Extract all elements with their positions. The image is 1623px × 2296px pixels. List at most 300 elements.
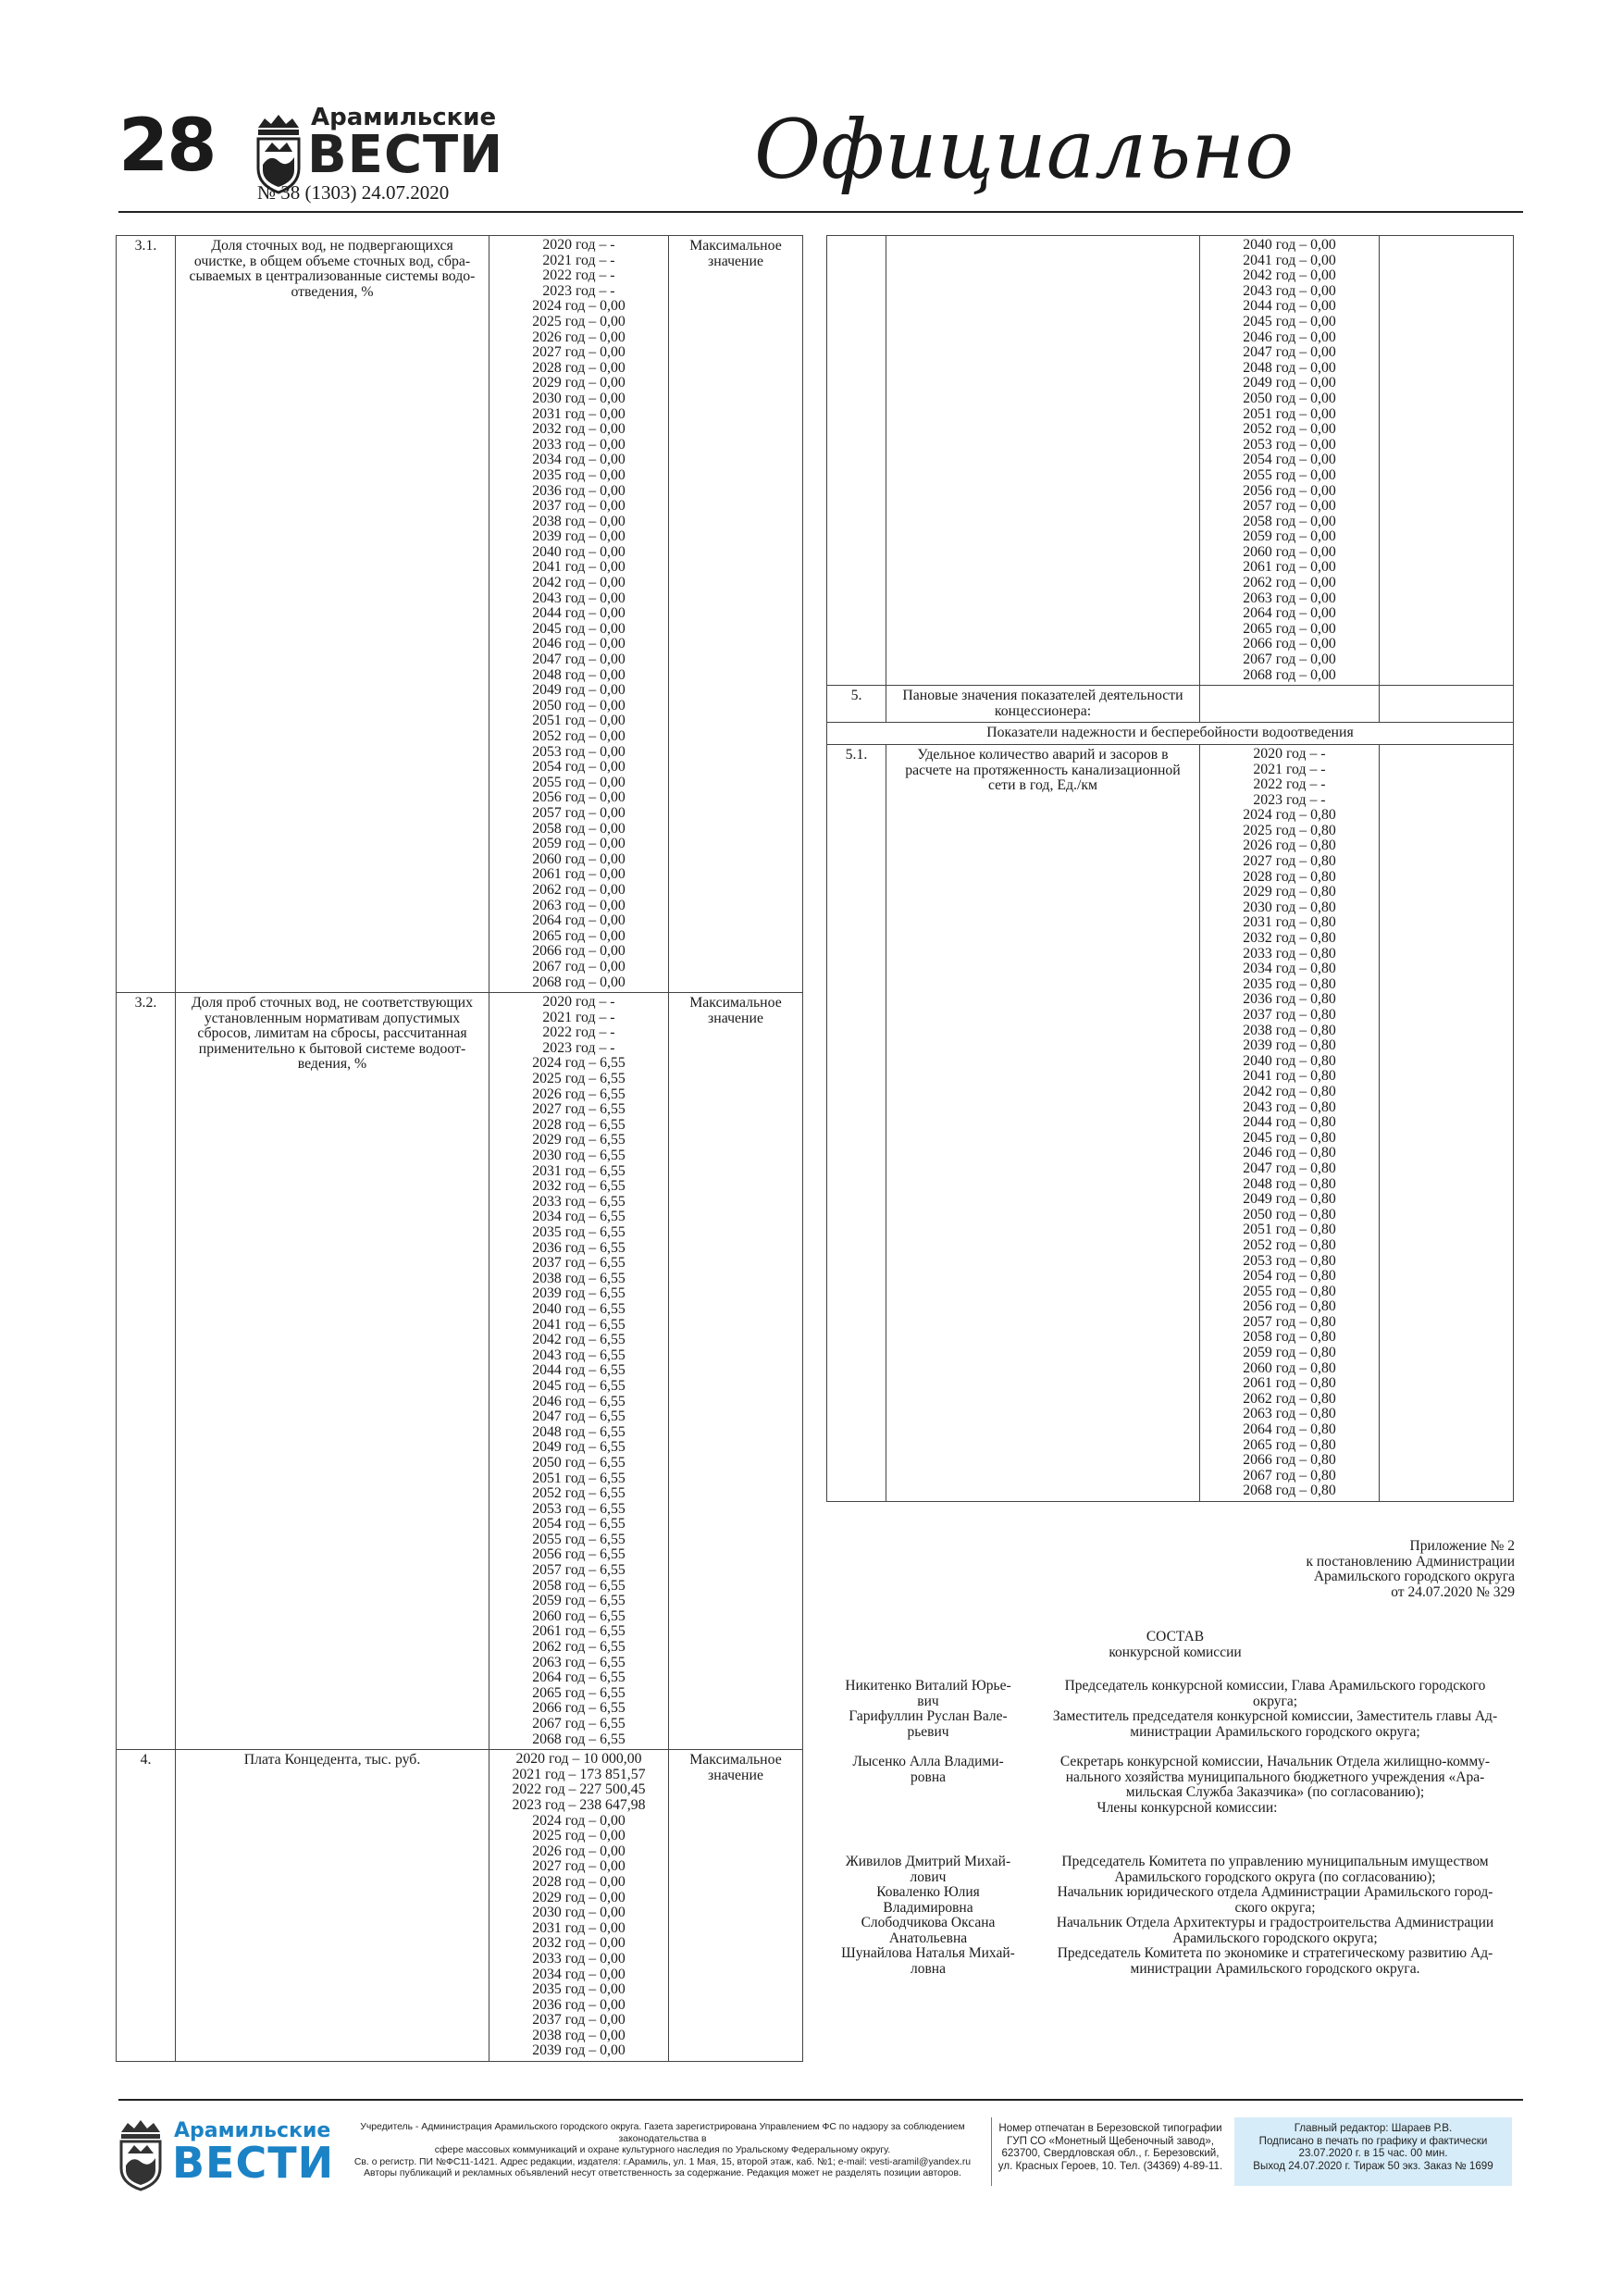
composition-subtitle: конкурсной комиссии [1109,1644,1242,1660]
year-value: 2028 год – 0,00 [532,1873,626,1890]
member-role [1035,1755,1516,1801]
year-value: 2035 год – 0,00 [532,466,626,483]
year-value: 2046 год – 0,00 [1243,329,1336,345]
value-type [669,1750,803,2062]
text-line: Св. о регистр. ПИ №ФС11-1421. Адрес редакции, издателя: г.Арамиль, ул. 1 Мая, 15, второй этаж, каб. №1; e-mail: vesti-aramil@yandex.ru [353,2156,972,2167]
year-value: 2056 год – 0,80 [1243,1298,1336,1315]
year-value: 2068 год – 0,00 [532,974,626,990]
year-value: 2036 год – 0,00 [532,482,626,499]
year-value: 2041 год – 0,00 [1243,252,1336,268]
year-value: 2020 год – - [1253,745,1326,762]
year-value: 2049 год – 0,80 [1243,1191,1336,1208]
text-line: ГУП СО «Монетный Щебеночный завод», [1006,2134,1215,2147]
table-row [117,236,803,993]
member-name [826,1946,1030,1977]
composition-title: СОСТАВ [1146,1629,1205,1644]
text-line: министрации Арамильского городского округа. [1130,1960,1420,1977]
year-value: 2042 год – 6,55 [532,1332,626,1348]
text-line: вич [917,1693,939,1709]
year-value: 2059 год – 0,80 [1243,1345,1336,1361]
year-value: 2025 год – 0,00 [532,1828,626,1844]
issue-info: № 38 (1303) 24.07.2020 [257,181,450,204]
year-value: 2027 год – 0,00 [532,344,626,361]
year-value: 2022 год – - [1253,776,1326,793]
indicator-name [176,993,489,1750]
text-line: от 24.07.2020 № 329 [1391,1583,1515,1600]
year-value: 2058 год – 0,80 [1243,1329,1336,1346]
year-value: 2063 год – 0,00 [1243,590,1336,606]
year-value: 2055 год – 0,00 [1243,466,1336,483]
year-value: 2068 год – 0,80 [1243,1483,1336,1499]
row-number: 3.1. [117,236,176,993]
year-value: 2038 год – 0,00 [532,2027,626,2043]
year-value: 2061 год – 6,55 [532,1623,626,1640]
text-line: очистке, в общем объеме сточных вод, сбра- [193,253,471,269]
year-value: 2052 год – 6,55 [532,1485,626,1502]
coat-of-arms-icon [118,2117,163,2191]
year-value: 2057 год – 0,80 [1243,1313,1336,1330]
year-value: 2041 год – 6,55 [532,1316,626,1333]
table-row [827,236,1514,686]
year-value: 2053 год – 6,55 [532,1500,626,1517]
yearly-values [1200,744,1380,1501]
text-line: округа; [1252,1693,1298,1709]
page-number: 28 [118,105,216,188]
year-value: 2037 год – 0,00 [532,498,626,515]
year-value: 2062 год – 0,80 [1243,1390,1336,1407]
text-line: ровна [911,1769,946,1785]
year-value: 2040 год – 0,80 [1243,1052,1336,1069]
text-line: Лысенко Алла Владими- [852,1754,1004,1769]
table-row [117,1750,803,2062]
year-value: 2029 год – 0,80 [1243,884,1336,900]
year-value: 2048 год – 0,80 [1243,1175,1336,1192]
year-value: 2022 год – - [542,1024,615,1041]
year-value: 2050 год – 6,55 [532,1454,626,1471]
text-line: Заместитель председателя конкурсной комиссии, Заместитель главы Ад- [1052,1708,1498,1724]
year-value: 2067 год – 6,55 [532,1716,626,1731]
text-line: Учредитель - Администрация Арамильского городского округа. Газета зарегистрирована Управлением ФС по надзору за соблюдением законодательства в [360,2122,965,2144]
section-title: Официально [754,102,1295,197]
value-type [669,236,803,993]
year-value: 2062 год – 0,00 [532,881,626,898]
year-value: 2056 год – 0,00 [532,789,626,806]
year-value: 2020 год – - [542,237,615,253]
year-value: 2050 год – 0,00 [1243,390,1336,406]
text-line: нального хозяйства муниципального бюджетного учреждения «Ара- [1065,1769,1485,1785]
year-value: 2033 год – 6,55 [532,1193,626,1210]
year-value: 2031 год – 0,80 [1243,914,1336,931]
year-value: 2021 год – - [542,252,615,268]
year-value: 2056 год – 0,00 [1243,482,1336,499]
year-value: 2053 год – 0,00 [532,743,626,760]
year-value: 2042 год – 0,80 [1243,1083,1336,1099]
text-line: Председатель конкурсной комиссии, Глава Арамильского городского [1064,1678,1486,1694]
year-value: 2063 год – 0,80 [1243,1406,1336,1422]
row-number [827,236,886,686]
year-value: 2059 год – 0,00 [532,836,626,852]
row-number: 5. [827,686,886,723]
year-value: 2036 год – 0,80 [1243,991,1336,1008]
year-value: 2058 год – 0,00 [532,820,626,837]
year-value: 2064 год – 0,80 [1243,1421,1336,1438]
year-value: 2043 год – 6,55 [532,1347,626,1363]
year-value: 2030 год – 0,00 [532,390,626,406]
year-value: 2032 год – 6,55 [532,1178,626,1195]
year-value: 2023 год – - [542,282,615,299]
year-value: 2050 год – 0,80 [1243,1206,1336,1222]
value-type [1380,236,1514,686]
text-line: мильская Служба Заказчика» (по согласованию); [1125,1784,1425,1800]
year-value: 2033 год – 0,00 [532,436,626,453]
year-value: 2023 год – 238 647,98 [512,1796,646,1813]
logo-caption: Арамильские [311,104,497,131]
year-value: 2057 год – 6,55 [532,1562,626,1579]
text-line: применительно к бытовой системе водоот- [198,1040,466,1057]
year-value: 2033 год – 0,00 [532,1950,626,1967]
yearly-values [489,1750,669,2062]
year-value: 2021 год – - [1253,761,1326,777]
year-value: 2025 год – 0,00 [532,313,626,329]
text-line: лович [910,1868,947,1885]
text-line: 623700, Свердловская обл., г. Березовский, [1001,2147,1220,2160]
year-value: 2055 год – 0,80 [1243,1283,1336,1299]
year-value: 2027 год – 6,55 [532,1101,626,1118]
year-value: 2058 год – 0,00 [1243,513,1336,529]
year-value: 2048 год – 0,00 [1243,359,1336,376]
year-value: 2061 год – 0,00 [1243,559,1336,576]
year-value: 2062 год – 6,55 [532,1639,626,1656]
text-line: Максимальное [689,238,782,254]
text-line: ского округа; [1234,1899,1316,1916]
year-value: 2037 год – 6,55 [532,1255,626,1272]
text-line: Плата Концедента, тыс. руб. [243,1752,421,1769]
year-value: 2068 год – 0,00 [1243,666,1336,683]
yearly-values [489,993,669,1750]
indicator-name [176,236,489,993]
year-value: 2034 год – 0,80 [1243,961,1336,977]
indicators-table-right [826,235,1514,1502]
year-value: 2054 год – 6,55 [532,1516,626,1533]
year-value: 2044 год – 0,00 [1243,298,1336,315]
text-line: отведения, % [291,283,374,300]
text-line: Секретарь конкурсной комиссии, Начальник Отдела жилищно-комму- [1059,1754,1491,1769]
year-value: 2043 год – 0,80 [1243,1098,1336,1115]
year-value: 2022 год – - [542,267,615,284]
year-value: 2044 год – 6,55 [532,1362,626,1379]
member-role [1035,1855,1516,1885]
year-value: 2039 год – 0,00 [532,528,626,545]
year-value: 2052 год – 0,80 [1243,1236,1336,1253]
year-value: 2030 год – 0,00 [532,1905,626,1921]
text-line: расчете на протяженность канализационной [905,762,1181,778]
year-value: 2050 год – 0,00 [532,697,626,714]
year-value: 2057 год – 0,00 [532,804,626,821]
year-value: 2030 год – 0,80 [1243,899,1336,915]
member-role [1035,1946,1516,1977]
year-value: 2051 год – 6,55 [532,1470,626,1486]
year-value: 2049 год – 0,00 [1243,375,1336,391]
appendix-reference [1110,1539,1515,1600]
year-value: 2035 год – 0,00 [532,1981,626,1998]
text-line: к постановлению Администрации [1306,1553,1515,1570]
year-value: 2060 год – 6,55 [532,1607,626,1624]
year-value: 2034 год – 6,55 [532,1209,626,1225]
text-line: Приложение № 2 [1409,1538,1515,1554]
year-value: 2065 год – 0,00 [1243,620,1336,637]
year-value: 2024 год – 0,80 [1243,807,1336,824]
year-value: 2042 год – 0,00 [1243,267,1336,284]
year-value: 2060 год – 0,80 [1243,1359,1336,1376]
text-line: Подписано в печать по графику и фактически [1258,2134,1488,2147]
year-value: 2031 год – 6,55 [532,1162,626,1179]
year-value: 2064 год – 0,00 [1243,605,1336,622]
year-value: 2044 год – 0,80 [1243,1114,1336,1131]
text-line: Доля проб сточных вод, не соответствующих [191,995,474,1011]
row-number: 4. [117,1750,176,2062]
year-value: 2032 год – 0,80 [1243,930,1336,947]
year-value: 2055 год – 0,00 [532,774,626,790]
year-value: 2038 год – 0,80 [1243,1022,1336,1038]
year-value: 2032 год – 0,00 [532,1935,626,1952]
footer-divider [118,2099,1523,2101]
year-value: 2053 год – 0,00 [1243,436,1336,453]
text-line: рьевич [907,1723,949,1740]
text-line: Начальник Отдела Архитектуры и градостроительства Администрации [1056,1915,1494,1930]
year-value: 2028 год – 0,80 [1243,868,1336,885]
year-value: 2049 год – 6,55 [532,1439,626,1456]
founder-info [341,2122,985,2180]
year-value: 2030 год – 6,55 [532,1148,626,1164]
year-value: 2051 год – 0,00 [532,713,626,729]
table-row [827,744,1514,1501]
text-line: Номер отпечатан в Березовской типографии [998,2122,1222,2134]
text-line: Председатель Комитета по экономике и стратегическому развитию Ад- [1057,1945,1493,1961]
value-type [669,993,803,1750]
text-line: сфере массовых коммуникаций и охране культурного наследия по Уральскому Федеральному округу. [434,2145,891,2156]
text-line: сети в год, Ед./км [987,777,1098,794]
text-line: Максимальное [689,995,782,1011]
yearly-values [489,236,669,993]
year-value: 2027 год – 0,00 [532,1858,626,1875]
year-value: 2049 год – 0,00 [532,682,626,699]
year-value: 2039 год – 0,80 [1243,1037,1336,1054]
year-value: 2066 год – 6,55 [532,1700,626,1717]
year-value: 2061 год – 0,00 [532,866,626,883]
year-value: 2024 год – 0,00 [532,298,626,315]
year-value: 2026 год – 0,00 [532,329,626,345]
year-value: 2068 год – 6,55 [532,1731,626,1747]
text-line: 23.07.2020 г. в 15 час. 00 мин. [1298,2147,1448,2160]
text-line: Анатольевна [888,1930,968,1946]
year-value: 2041 год – 0,00 [532,559,626,576]
section-header: Показатели надежности и бесперебойности водоотведения [827,723,1514,745]
year-value: 2063 год – 0,00 [532,897,626,913]
printing-info [994,2122,1227,2172]
year-value: 2055 год – 6,55 [532,1531,626,1547]
year-value: 2047 год – 0,00 [532,652,626,668]
text-line: Председатель Комитета по управлению муниципальным имуществом [1061,1854,1489,1869]
year-value: 2060 год – 0,00 [532,850,626,867]
footer-logo [118,2117,335,2191]
year-value: 2023 год – - [1253,791,1326,808]
year-value: 2064 год – 6,55 [532,1669,626,1686]
year-value: 2064 год – 0,00 [532,912,626,929]
indicator-name [886,744,1200,1501]
year-value: 2037 год – 0,00 [532,2012,626,2029]
text-line: Авторы публикаций и рекламных объявлений несут ответственность за содержание. Редакция может не разделять позиции авторов. [364,2168,961,2179]
year-value: 2046 год – 0,00 [532,636,626,652]
year-value: 2045 год – 0,00 [1243,313,1336,329]
year-value: 2028 год – 6,55 [532,1116,626,1133]
member-name [826,1916,1030,1946]
year-value: 2065 год – 0,80 [1243,1436,1336,1453]
yearly-values [1200,236,1380,686]
year-value: 2034 год – 0,00 [532,452,626,468]
year-value: 2048 год – 6,55 [532,1423,626,1440]
year-value: 2039 год – 0,00 [532,2042,626,2059]
header-divider [118,211,1523,213]
text-line: установленным нормативам допустимых [204,1010,461,1026]
year-value: 2061 год – 0,80 [1243,1375,1336,1392]
text-line: Арамильского городского округа [1313,1569,1515,1584]
year-value: 2021 год – 173 851,57 [512,1766,646,1782]
year-value: 2040 год – 0,00 [1243,237,1336,253]
year-value: 2026 год – 0,80 [1243,838,1336,854]
year-value: 2025 год – 0,80 [1243,822,1336,838]
year-value: 2056 год – 6,55 [532,1546,626,1563]
indicator-name [886,686,1200,723]
year-value: 2027 год – 0,80 [1243,853,1336,870]
member-role [1035,1885,1516,1916]
year-value: 2040 год – 6,55 [532,1300,626,1317]
year-value: 2051 год – 0,80 [1243,1222,1336,1238]
year-value: 2039 год – 6,55 [532,1285,626,1302]
year-value: 2026 год – 0,00 [532,1843,626,1859]
composition-heading [1064,1630,1286,1660]
text-line: Владимировна [883,1899,973,1916]
year-value: 2054 год – 0,00 [1243,452,1336,468]
row-number: 5.1. [827,744,886,1501]
year-value: 2066 год – 0,00 [1243,636,1336,652]
year-value: 2059 год – 0,00 [1243,528,1336,545]
year-value: 2062 год – 0,00 [1243,575,1336,591]
year-value: 2024 год – 0,00 [532,1812,626,1829]
year-value: 2023 год – - [542,1039,615,1056]
text-line: значение [708,1767,763,1783]
year-value: 2067 год – 0,00 [532,958,626,974]
table-section-row [827,723,1514,745]
year-value: 2025 год – 6,55 [532,1071,626,1087]
footer-separator [991,2117,992,2186]
text-line: сываемых в централизованные системы водо- [189,268,476,285]
text-line: Живилов Дмитрий Михай- [845,1854,1011,1869]
year-value: 2066 год – 0,80 [1243,1452,1336,1469]
members-heading: Члены конкурсной комиссии: [1096,1800,1278,1816]
year-value: 2057 год – 0,00 [1243,498,1336,515]
year-value: 2045 год – 6,55 [532,1377,626,1394]
text-line: значение [708,1010,763,1026]
year-value: 2058 год – 6,55 [532,1577,626,1594]
text-line: Пановые значения показателей деятельности [902,688,1183,704]
year-value: 2024 год – 6,55 [532,1055,626,1072]
text-line: Начальник юридического отдела Администрации Арамильского город- [1057,1884,1493,1900]
member-name [826,1885,1030,1916]
year-value: 2045 год – 0,00 [532,620,626,637]
member-role [1035,1679,1516,1709]
year-value: 2031 год – 0,00 [532,405,626,422]
year-value: 2059 год – 6,55 [532,1593,626,1609]
member-name [826,1855,1030,1885]
year-value: 2038 год – 6,55 [532,1270,626,1286]
member-role [1035,1709,1516,1740]
year-value: 2042 год – 0,00 [532,575,626,591]
member-role [1035,1916,1516,1946]
year-value: 2026 год – 6,55 [532,1086,626,1102]
year-value: 2032 год – 0,00 [532,421,626,438]
year-value: 2052 год – 0,00 [1243,421,1336,438]
year-value: 2041 год – 0,80 [1243,1068,1336,1085]
text-line: ловна [911,1960,946,1977]
year-value: 2021 год – - [542,1009,615,1025]
editor-info [1234,2122,1512,2172]
year-value: 2067 год – 0,80 [1243,1467,1336,1483]
text-line: Арамильского городского округа; [1172,1930,1378,1946]
year-value: 2035 год – 6,55 [532,1224,626,1240]
text-line: Главный редактор: Шараев Р.В. [1294,2122,1453,2134]
year-value: 2060 год – 0,00 [1243,543,1336,560]
text-line: Выход 24.07.2020 г. Тираж 50 экз. Заказ № 1699 [1253,2159,1493,2172]
text-line: Гарифуллин Руслан Вале- [849,1708,1008,1724]
text-line: Слободчикова Оксана [861,1915,996,1930]
year-value: 2029 год – 0,00 [532,375,626,391]
text-line: министрации Арамильского городского округа; [1130,1723,1420,1740]
logo-title: ВЕСТИ [307,125,504,185]
text-line: значение [708,253,763,269]
text-line: Максимальное [689,1752,782,1769]
year-value: 2065 год – 6,55 [532,1684,626,1701]
indicators-table-left [116,235,803,2062]
year-value: 2065 год – 0,00 [532,927,626,944]
year-value: 2048 год – 0,00 [532,666,626,683]
year-value: 2044 год – 0,00 [532,605,626,622]
footer-logo-title: ВЕСТИ [172,2138,335,2188]
year-value: 2033 год – 0,80 [1243,945,1336,962]
year-value: 2066 год – 0,00 [532,943,626,960]
value-type [1380,744,1514,1501]
year-value: 2020 год – 10 000,00 [515,1751,642,1768]
text-line: Шунайлова Наталья Михай- [841,1945,1015,1961]
member-name [826,1709,1030,1740]
year-value: 2029 год – 6,55 [532,1132,626,1148]
text-line: Арамильского городского округа (по согласованию); [1114,1868,1436,1885]
text-line: Никитенко Виталий Юрье- [845,1678,1011,1694]
year-value: 2047 год – 0,80 [1243,1160,1336,1176]
year-value: 2054 год – 0,00 [532,759,626,776]
value-type [1380,686,1514,723]
year-value: 2031 год – 0,00 [532,1919,626,1936]
year-value: 2045 год – 0,80 [1243,1129,1336,1146]
member-name [826,1755,1030,1785]
year-value: 2022 год – 227 500,45 [512,1781,646,1798]
text-line: сбросов, лимитам на сбросы, рассчитанная [197,1025,467,1042]
year-value: 2037 год – 0,80 [1243,1007,1336,1023]
member-name [826,1679,1030,1709]
table-row [117,993,803,1750]
year-value: 2043 год – 0,00 [532,590,626,606]
text-line: Коваленко Юлия [876,1884,980,1900]
year-value: 2067 год – 0,00 [1243,652,1336,668]
